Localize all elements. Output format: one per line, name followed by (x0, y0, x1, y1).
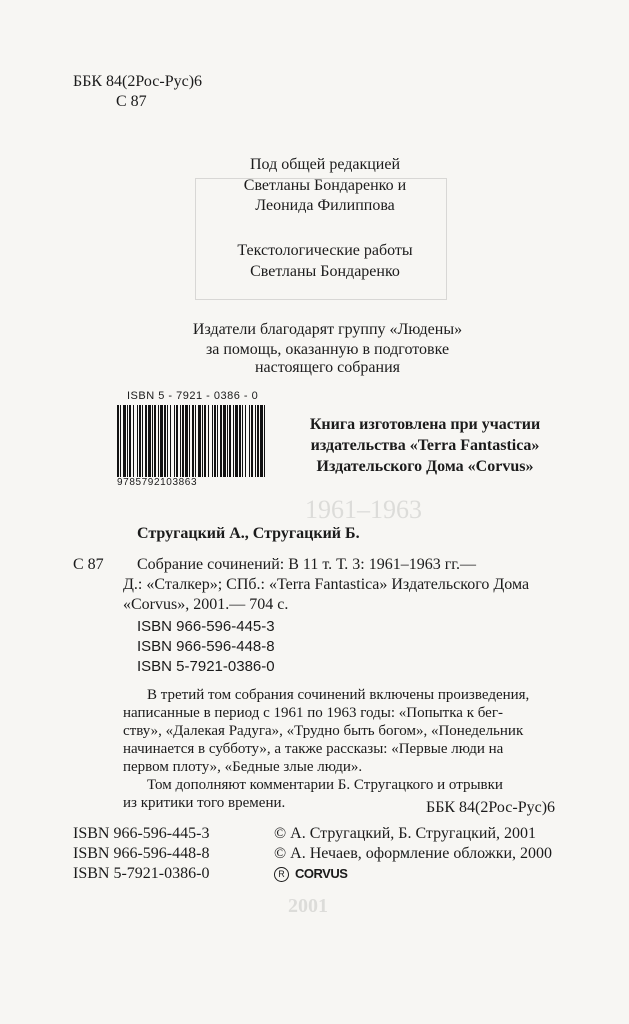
barcode-bar (229, 405, 231, 477)
barcode-bar (208, 405, 209, 477)
corvus-line (274, 864, 552, 884)
textology-block (190, 241, 460, 283)
barcode-bar (176, 405, 178, 477)
catalog-title-line-3: «Corvus», 2001.— 704 с. (123, 596, 289, 613)
catalog-mark: С 87 (73, 556, 104, 573)
barcode-bar (255, 405, 256, 477)
barcode-bar (264, 405, 265, 477)
barcode-bar (189, 405, 190, 477)
barcode-bar (142, 405, 143, 477)
thanks-line-1: Издатели благодарят группу «Людены» (192, 321, 463, 338)
catalog-isbn-1: ISBN 966-596-445-3 (137, 618, 275, 635)
participation-line-3: Издательского Дома «Corvus» (316, 458, 534, 475)
barcode-bar (123, 405, 126, 477)
barcode-bar (127, 405, 128, 477)
barcode-bar (129, 405, 131, 477)
barcode-bar (242, 405, 243, 477)
barcode-bar (227, 405, 228, 477)
barcode-bar (220, 405, 222, 477)
textology-line-2: Светланы Бондаренко (250, 263, 400, 280)
catalog-isbn-2: ISBN 966-596-448-8 (137, 638, 275, 655)
barcode-digits: 9785792103863 (117, 477, 198, 488)
participation-block (280, 415, 570, 478)
barcode-bar (137, 405, 138, 477)
copyright-cover: © А. Нечаев, оформление обложки, 2000 (274, 845, 553, 862)
annotation-line-7: из критики того времени. (123, 795, 286, 811)
barcode-bar (145, 405, 147, 477)
barcode-bar (117, 405, 119, 477)
footer-isbn-list (73, 824, 209, 884)
barcode-bar (174, 405, 175, 477)
barcode-bar (195, 405, 196, 477)
barcode-bar (214, 405, 216, 477)
barcode-bar (120, 405, 121, 477)
show-through-year: 2001 (288, 895, 328, 917)
editors-line-2: Светланы Бондаренко и (243, 177, 407, 194)
catalog-authors: Стругацкий А., Стругацкий Б. (137, 525, 360, 542)
barcode-bar (139, 405, 141, 477)
catalog-annotation (123, 686, 529, 812)
editors-line-1: Под общей редакцией (249, 156, 401, 173)
barcode-bar (260, 405, 263, 477)
annotation-line-4: начинается в субботу», а также рассказы: «Первые люди на (123, 741, 504, 757)
barcode-bar (223, 405, 226, 477)
barcode-bars (117, 405, 267, 477)
barcode-bar (160, 405, 163, 477)
barcode-bar (257, 405, 259, 477)
barcode-bar (164, 405, 166, 477)
copyright-authors: © А. Стругацкий, Б. Стругацкий, 2001 (274, 825, 537, 842)
barcode-bar (185, 405, 188, 477)
catalog-title-line-1: Собрание сочинений: В 11 т. Т. 3: 1961–1963 гг.— (137, 556, 477, 573)
registered-icon: R (274, 867, 289, 882)
isbn-barcode (117, 390, 277, 489)
barcode-bar (202, 405, 203, 477)
thanks-block (150, 320, 505, 378)
barcode-bar (192, 405, 194, 477)
barcode-bar (167, 405, 168, 477)
catalog-title-cont (123, 575, 529, 615)
barcode-bar (212, 405, 213, 477)
annotation-line-6: Том дополняют комментарии Б. Стругацкого и отрывки (147, 777, 503, 793)
annotation-line-3: ству», «Далекая Радуга», «Трудно быть богом», «Понедельник (123, 723, 524, 739)
editors-line-3: Леонида Филиппова (255, 197, 395, 214)
participation-line-2: издательства «Terra Fantastica» (310, 437, 540, 454)
barcode-bar (154, 405, 156, 477)
thanks-line-2: за помощь, оказанную в подготовке (205, 341, 450, 358)
annotation-line-5: первом плоту», «Бедные злые люди». (123, 759, 363, 775)
barcode-bar (170, 405, 171, 477)
barcode-bar (198, 405, 201, 477)
editors-block (190, 155, 460, 216)
barcode-bar (182, 405, 184, 477)
barcode-bar (239, 405, 241, 477)
footer-copyrights (274, 824, 552, 884)
thanks-line-3: настоящего собрания (254, 359, 400, 376)
catalog-title-line-2: Д.: «Сталкер»; СПб.: «Terra Fantastica» Издательского Дома (123, 576, 530, 593)
barcode-bar (235, 405, 238, 477)
barcode-bar (148, 405, 151, 477)
bbk-code-bottom: ББК 84(2Рос-Рус)6 (426, 799, 556, 816)
bbk-code-top: ББК 84(2Рос-Рус)6 (73, 73, 203, 90)
catalog-isbn-list (137, 617, 275, 677)
barcode-bar (152, 405, 153, 477)
barcode-bar (245, 405, 246, 477)
footer-isbn-1: ISBN 966-596-445-3 (73, 825, 210, 842)
annotation-line-2: написанные в период с 1961 по 1963 годы: «Попытка к бег- (123, 705, 503, 721)
barcode-bar (180, 405, 181, 477)
barcode-bar (204, 405, 206, 477)
catalog-title (137, 555, 476, 575)
corvus-logo: CORVUS (295, 866, 348, 881)
barcode-bar (249, 405, 250, 477)
catalog-isbn-3: ISBN 5-7921-0386-0 (137, 658, 275, 675)
barcode-bar (251, 405, 253, 477)
footer-isbn-2: ISBN 966-596-448-8 (73, 845, 210, 862)
barcode-bar (158, 405, 159, 477)
barcode-bar (233, 405, 234, 477)
barcode-bar (217, 405, 218, 477)
footer-isbn-3: ISBN 5-7921-0386-0 (73, 865, 210, 882)
barcode-isbn-label: ISBN 5 - 7921 - 0386 - 0 (127, 390, 259, 402)
author-mark-top: С 87 (116, 93, 147, 110)
textology-line-1: Текстологические работы (237, 242, 413, 259)
participation-line-1: Книга изготовлена при участии (309, 416, 541, 433)
barcode-bar (133, 405, 134, 477)
show-through-years: 1961–1963 (305, 495, 422, 524)
annotation-line-1: В третий том собрания сочинений включены произведения, (147, 687, 530, 703)
